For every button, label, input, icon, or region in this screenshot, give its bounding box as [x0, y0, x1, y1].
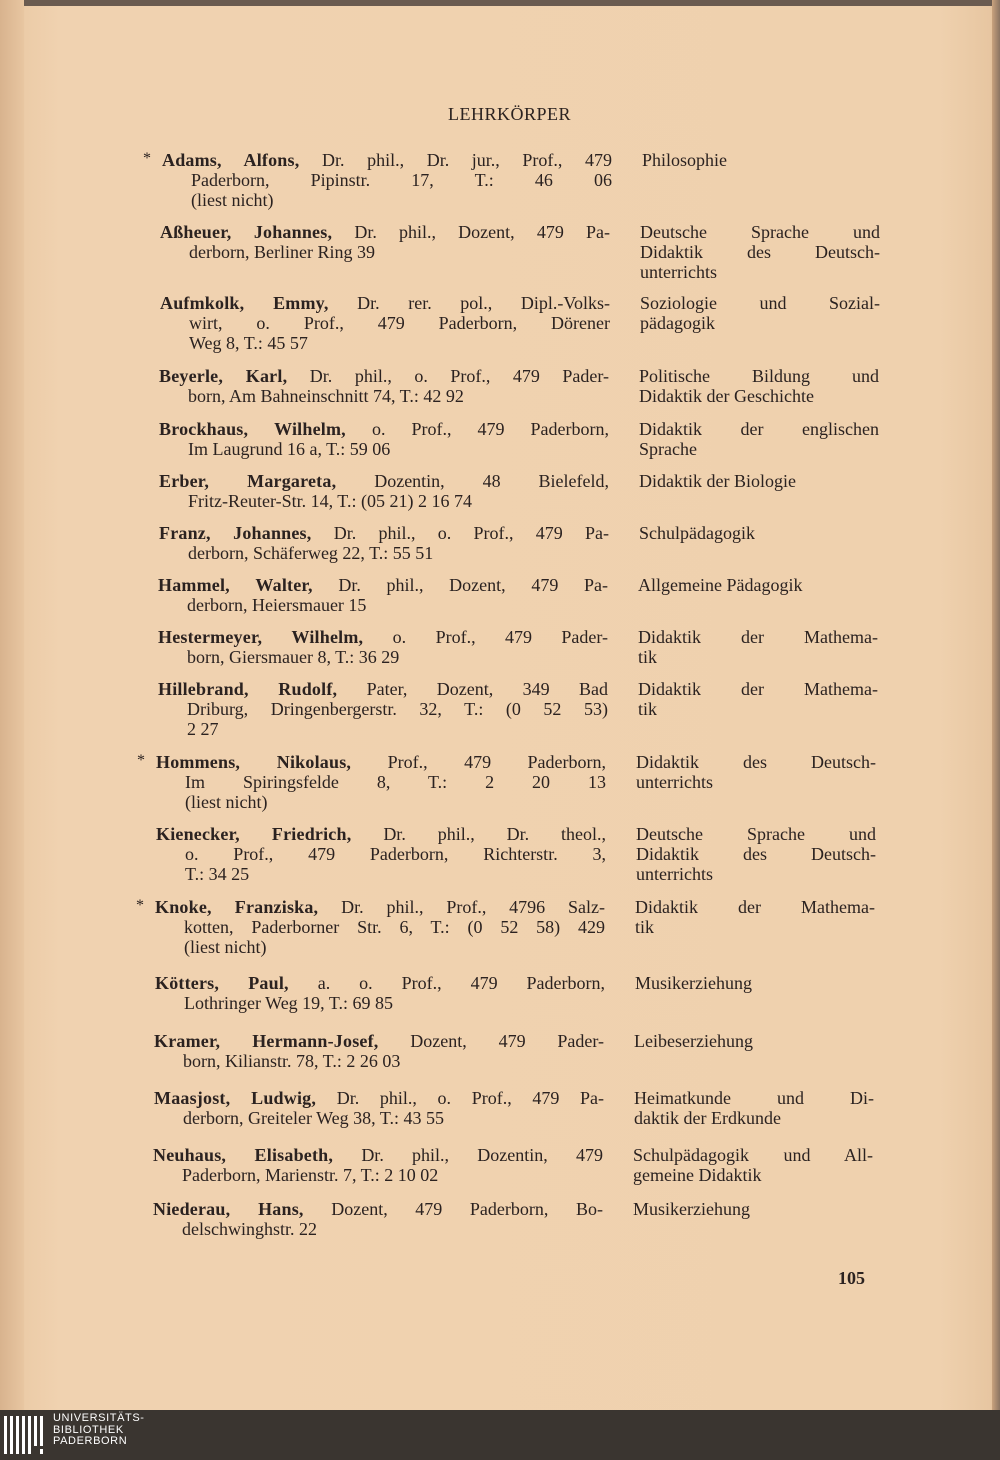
entry-details: [160, 293, 610, 353]
entry-subject: [640, 293, 880, 333]
subject-line: Didaktik des Deutsch-: [636, 844, 876, 864]
entry-subject: [640, 222, 880, 282]
entry-subject: [636, 752, 876, 792]
person-name: Hammel, Walter,: [158, 575, 313, 595]
entry-line: o. Prof., 479 Paderborn, Richterstr. 3,: [185, 844, 606, 864]
entry-subject: [635, 973, 875, 993]
entry-details: [156, 824, 606, 884]
subject-line: Didaktik der Mathema-: [635, 897, 875, 917]
subject-line: unterrichts: [640, 262, 717, 282]
entry-details: [137, 752, 607, 812]
entry-text: Dr. phil., Dozent, 479 Pa-: [354, 222, 610, 242]
running-head: LEHRKÖRPER: [448, 104, 572, 124]
page-top-edge: [0, 0, 1000, 6]
library-name-line: PADERBORN: [53, 1435, 128, 1447]
entry-text: Dr. phil., o. Prof., 479 Pa-: [333, 523, 610, 543]
entry-line: (liest nicht): [185, 792, 268, 812]
person-name: Franz, Johannes,: [159, 523, 312, 543]
entry-line: born, Kilianstr. 78, T.: 2 26 03: [183, 1051, 401, 1071]
entry-line: derborn, Schäferweg 22, T.: 55 51: [188, 543, 434, 563]
entry-text: o. Prof., 479 Pader-: [392, 627, 609, 647]
entry-text: Dr. rer. pol., Dipl.-Volks-: [357, 293, 610, 313]
person-name: Hillebrand, Rudolf,: [158, 679, 338, 699]
subject-line: Didaktik der englischen: [639, 419, 879, 439]
subject-line: Didaktik der Geschichte: [639, 386, 814, 406]
person-name: Aßheuer, Johannes,: [160, 222, 333, 242]
entry-subject: [639, 523, 879, 543]
subject-line: Heimatkunde und Di-: [634, 1088, 874, 1108]
entry-line: kotten, Paderborner Str. 6, T.: (0 52 58) 429: [184, 917, 605, 937]
person-name: Neuhaus, Elisabeth,: [153, 1145, 334, 1165]
entry-subject: [639, 366, 879, 406]
library-name: [53, 1413, 145, 1448]
entry-line: (liest nicht): [191, 190, 274, 210]
entry-line: (liest nicht): [184, 937, 267, 957]
entry-subject: [636, 824, 876, 884]
entry-subject: [634, 1031, 874, 1051]
subject-line: daktik der Erdkunde: [634, 1108, 781, 1128]
entry-line: 2 27: [187, 719, 219, 739]
entry-line: [159, 523, 609, 543]
person-name: Beyerle, Karl,: [159, 366, 288, 386]
subject-line: Didaktik des Deutsch-: [640, 242, 880, 262]
entry-subject: [638, 627, 878, 667]
entry-text: a. o. Prof., 479 Paderborn,: [317, 973, 606, 993]
library-name-line: UNIVERSITÄTS-: [53, 1412, 145, 1424]
entry-line: T.: 34 25: [185, 864, 250, 884]
subject-line: Soziologie und Sozial-: [640, 293, 880, 313]
person-name: Adams, Alfons,: [162, 150, 300, 170]
entry-subject: [633, 1145, 873, 1185]
subject-line: Deutsche Sprache und: [640, 222, 880, 242]
entry-line: [154, 1031, 604, 1051]
subject-line: Didaktik der Mathema-: [638, 679, 878, 699]
subject-line: unterrichts: [636, 864, 713, 884]
entry-line: Paderborn, Pipinstr. 17, T.: 46 06: [191, 170, 612, 190]
entry-line: Driburg, Dringenbergerstr. 32, T.: (0 52 53): [187, 699, 608, 719]
entry-line: [160, 293, 610, 313]
entry-details: [158, 575, 608, 615]
entry-line: [160, 222, 610, 242]
entry-subject: [634, 1088, 874, 1128]
subject-line: Deutsche Sprache und: [636, 824, 876, 844]
entry-line: Lothringer Weg 19, T.: 69 85: [184, 993, 394, 1013]
person-name: Brockhaus, Wilhelm,: [159, 419, 346, 439]
entry-line: Im Spiringsfelde 8, T.: 2 20 13: [185, 772, 606, 792]
library-footer: [0, 1410, 1000, 1460]
entry-line: [153, 1199, 603, 1219]
person-name: Aufmkolk, Emmy,: [160, 293, 329, 313]
person-name: Erber, Margareta,: [159, 471, 337, 491]
entry-line: delschwinghstr. 22: [182, 1219, 317, 1239]
entry-line: [156, 824, 606, 844]
person-name: Kramer, Hermann-Josef,: [154, 1031, 379, 1051]
entry-subject: [638, 575, 878, 595]
entry-details: [153, 1199, 603, 1239]
entry-line: Paderborn, Marienstr. 7, T.: 2 10 02: [182, 1165, 439, 1185]
subject-line: tik: [638, 647, 658, 667]
entry-text: Prof., 479 Paderborn,: [387, 752, 607, 772]
entry-text: Dr. phil., o. Prof., 479 Pa-: [336, 1088, 604, 1108]
page-right-edge: [992, 0, 1000, 1410]
subject-line: Leibeserziehung: [634, 1031, 753, 1051]
subject-line: Philosophie: [642, 150, 728, 170]
entry-text: Dr. phil., Dozent, 479 Pa-: [338, 575, 608, 595]
person-name: Hommens, Nikolaus,: [156, 752, 352, 772]
entry-details: [136, 897, 605, 957]
subject-line: Sprache: [639, 439, 697, 459]
entry-line: born, Am Bahneinschnitt 74, T.: 42 92: [188, 386, 464, 406]
subject-line: tik: [638, 699, 658, 719]
entry-details: [159, 523, 609, 563]
entry-text: Dozentin, 48 Bielefeld,: [374, 471, 609, 491]
star-marker-icon: *: [143, 150, 151, 167]
entry-subject: [638, 679, 878, 719]
entry-line: [136, 897, 605, 917]
entry-details: [153, 1145, 603, 1185]
subject-line: unterrichts: [636, 772, 713, 792]
entry-line: Fritz-Reuter-Str. 14, T.: (05 21) 2 16 74: [188, 491, 472, 511]
entry-text: Dozent, 479 Paderborn, Bo-: [331, 1199, 603, 1219]
entry-line: [159, 471, 609, 491]
entry-subject: [633, 1199, 873, 1219]
person-name: Niederau, Hans,: [153, 1199, 304, 1219]
subject-line: Didaktik der Biologie: [639, 471, 796, 491]
entry-line: [154, 1088, 604, 1108]
entry-line: [158, 575, 608, 595]
entry-line: Im Laugrund 16 a, T.: 59 06: [188, 439, 391, 459]
entry-text: Pater, Dozent, 349 Bad: [366, 679, 608, 699]
library-logo-icon: [4, 1414, 48, 1456]
person-name: Kienecker, Friedrich,: [156, 824, 352, 844]
entry-line: derborn, Heiersmauer 15: [187, 595, 367, 615]
star-marker-icon: *: [137, 752, 145, 769]
entry-line: Weg 8, T.: 45 57: [189, 333, 308, 353]
subject-line: Schulpädagogik: [639, 523, 755, 543]
subject-line: Schulpädagogik und All-: [633, 1145, 873, 1165]
entry-line: derborn, Greiteler Weg 38, T.: 43 55: [183, 1108, 444, 1128]
subject-line: Allgemeine Pädagogik: [638, 575, 803, 595]
entry-details: [160, 222, 610, 262]
person-name: Kötters, Paul,: [155, 973, 289, 993]
entry-subject: [639, 471, 879, 491]
entry-text: Dr. phil., Dr. theol.,: [383, 824, 607, 844]
entry-details: [143, 150, 612, 210]
entry-text: Dr. phil., o. Prof., 479 Pader-: [309, 366, 609, 386]
subject-line: Musikerziehung: [635, 973, 752, 993]
subject-line: Didaktik der Mathema-: [638, 627, 878, 647]
entry-details: [154, 1031, 604, 1071]
entry-details: [159, 366, 609, 406]
subject-line: Didaktik des Deutsch-: [636, 752, 876, 772]
entry-text: Dr. phil., Dozentin, 479: [361, 1145, 603, 1165]
entry-text: Dr. phil., Prof., 4796 Salz-: [341, 897, 605, 917]
page-number: 105: [838, 1268, 865, 1288]
subject-line: pädagogik: [640, 313, 715, 333]
person-name: Maasjost, Ludwig,: [154, 1088, 317, 1108]
entry-text: Dozent, 479 Pader-: [410, 1031, 604, 1051]
person-name: Hestermeyer, Wilhelm,: [158, 627, 364, 647]
entry-subject: [642, 150, 882, 170]
entry-line: [155, 973, 605, 993]
entry-details: [154, 1088, 604, 1128]
entry-subject: [635, 897, 875, 937]
entry-line: [153, 1145, 603, 1165]
entry-line: wirt, o. Prof., 479 Paderborn, Dörener: [189, 313, 610, 333]
entry-line: [159, 366, 609, 386]
entry-details: [159, 419, 609, 459]
entry-text: o. Prof., 479 Paderborn,: [371, 419, 610, 439]
entry-line: born, Giersmauer 8, T.: 36 29: [187, 647, 400, 667]
subject-line: Musikerziehung: [633, 1199, 750, 1219]
entry-line: [137, 752, 607, 772]
entry-line: [158, 627, 608, 647]
page-spine-shadow: [0, 0, 24, 1410]
entry-line: [159, 419, 609, 439]
entry-subject: [639, 419, 879, 459]
person-name: Knoke, Franziska,: [155, 897, 319, 917]
entry-line: [143, 150, 612, 170]
subject-line: gemeine Didaktik: [633, 1165, 762, 1185]
entry-details: [159, 471, 609, 511]
entry-text: Dr. phil., Dr. jur., Prof., 479: [322, 150, 612, 170]
subject-line: Politische Bildung und: [639, 366, 879, 386]
entry-details: [158, 679, 608, 739]
entry-line: derborn, Berliner Ring 39: [189, 242, 375, 262]
star-marker-icon: *: [136, 897, 144, 914]
subject-line: tik: [635, 917, 655, 937]
library-name-line: BIBLIOTHEK: [53, 1423, 124, 1436]
entry-details: [155, 973, 605, 1013]
entry-line: [158, 679, 608, 699]
entry-details: [158, 627, 608, 667]
